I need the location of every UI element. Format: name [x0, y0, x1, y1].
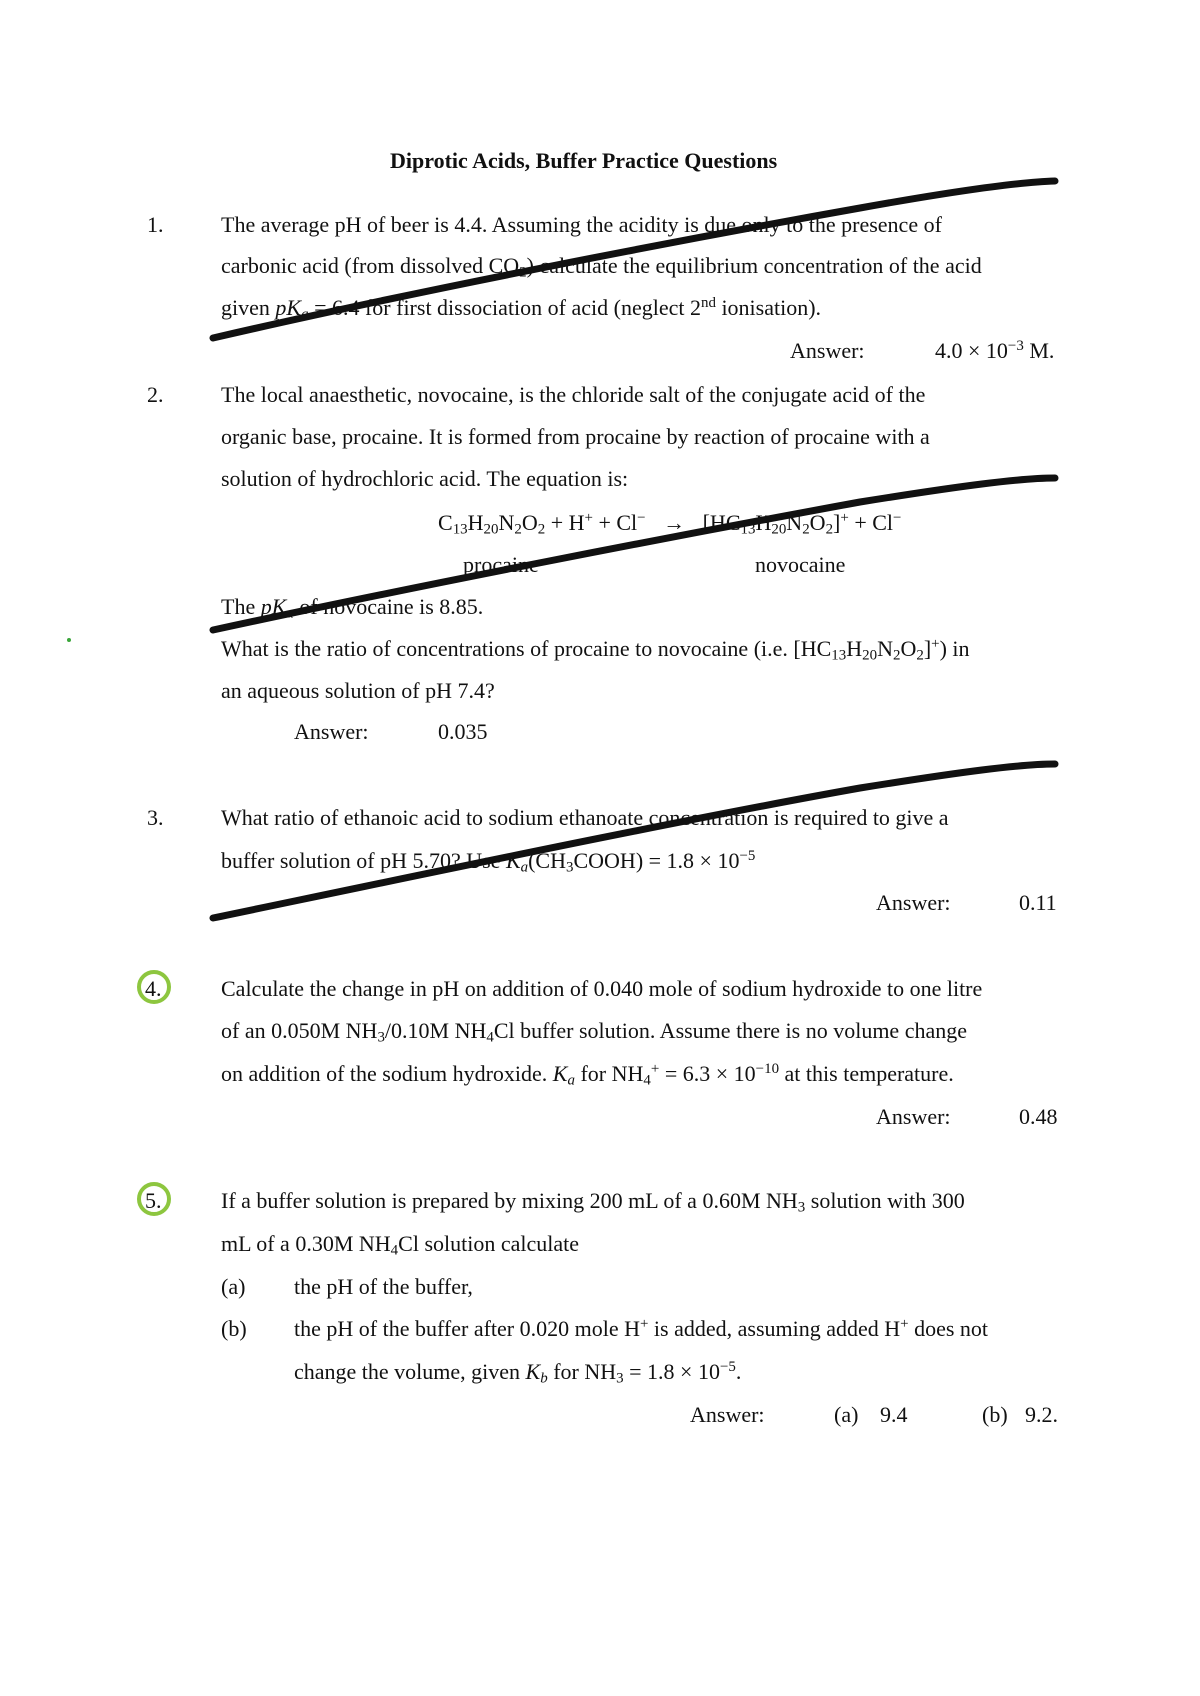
q1-line1: The average pH of beer is 4.4. Assuming the acidity is due only to the presence of: [221, 212, 942, 237]
q3-line1: What ratio of ethanoic acid to sodium ethanoate concentration is required to give a: [221, 805, 949, 830]
q2-question-line2: an aqueous solution of pH 7.4?: [221, 678, 495, 703]
q5-answer-b-label: (b): [982, 1402, 1008, 1427]
q3-line2: buffer solution of pH 5.70? Use $K_a(CH_3COOH) = 1.8 \times 10^{-5}$: [221, 847, 756, 876]
q1-answer-label: Answer:: [790, 338, 865, 363]
q5-answer-b: 9.2.: [1025, 1402, 1058, 1427]
q2-line1: The local anaesthetic, novocaine, is the chloride salt of the conjugate acid of the: [221, 382, 926, 407]
q2-pka: The $pK_a$ of novocaine is 8.85.: [221, 594, 484, 622]
page-title: Diprotic Acids, Buffer Practice Questions: [390, 148, 778, 173]
strike-line-q2: [213, 478, 1055, 630]
q5-line1: If a buffer solution is prepared by mixing 200 mL of a 0.60M $NH_3$ solution with 300: [221, 1188, 965, 1216]
q5-number: 5.: [145, 1188, 162, 1213]
q5-part-b-text: the pH of the buffer after 0.020 mole H+ is added, assuming added H+ does not: [294, 1315, 989, 1341]
q5-part-b-text-line2: change the volume, given $K_b$ for $NH_3 = 1.8 \times 10^{-5}$.: [294, 1358, 742, 1387]
q4-answer: 0.48: [1019, 1104, 1058, 1129]
q5-part-a-label-visible: (a): [221, 1274, 246, 1299]
q5-answer-label: Answer:: [690, 1402, 765, 1427]
q5-part-a-text: the pH of the buffer,: [294, 1274, 473, 1299]
q4-line3: on addition of the sodium hydroxide. $K_a$ for $NH_4^+ = 6.3 \times 10^{-10}$ at this temperature.: [221, 1060, 954, 1089]
q2-equation: $C_{13}H_{20}N_2O_2 + H^+ + Cl^- \to [HC_{13}H_{20}N_2O_2]^+ + Cl^-$: [438, 509, 902, 538]
strike-line-q3: [213, 764, 1055, 918]
q1-number: 1.: [147, 212, 164, 237]
strike-line-q1: [213, 181, 1055, 338]
q2-answer-label: Answer:: [294, 719, 369, 744]
q2-line2: organic base, procaine. It is formed from procaine by reaction of procaine with a: [221, 424, 930, 449]
q1-line3: given $pK_a = 6.4$ for first dissociation of acid (neglect 2nd ionisation).: [221, 294, 822, 323]
q3-number: 3.: [147, 805, 164, 830]
q1-line2: carbonic acid (from dissolved $CO_2$) calculate the equilibrium concentration of the acid: [221, 253, 982, 281]
q3-answer-label: Answer:: [876, 890, 951, 915]
q5-line2: mL of a 0.30M $NH_4Cl$ solution calculate: [221, 1231, 580, 1259]
reaction-arrow: →: [663, 510, 686, 535]
q5-answer-a-label: (a): [834, 1402, 859, 1427]
q1-answer: $4.0 \times 10^{-3}$ M.: [935, 337, 1055, 363]
q2-label-novocaine: novocaine: [755, 552, 846, 577]
q4-line2: of an 0.050M $NH_3/0.10M$ $NH_4Cl$ buffer solution. Assume there is no volume change: [221, 1018, 967, 1046]
q2-answer: 0.035: [438, 719, 488, 744]
q4-line1: Calculate the change in pH on addition of 0.040 mole of sodium hydroxide to one litre: [221, 976, 983, 1001]
q2-question: What is the ratio of concentrations of procaine to novocaine (i.e. $[HC_{13}H_{20}N_2O_2]^+$) in: [221, 635, 970, 664]
q4-number: 4.: [145, 976, 162, 1001]
q5-answer-a: 9.4: [880, 1402, 908, 1427]
q3-answer: 0.11: [1019, 890, 1057, 915]
q2-line3: solution of hydrochloric acid. The equation is:: [221, 466, 629, 491]
q2-label-procaine: procaine: [463, 552, 539, 577]
q5-part-b-label: (b): [221, 1316, 247, 1341]
q2-number: 2.: [147, 382, 164, 407]
q4-answer-label: Answer:: [876, 1104, 951, 1129]
